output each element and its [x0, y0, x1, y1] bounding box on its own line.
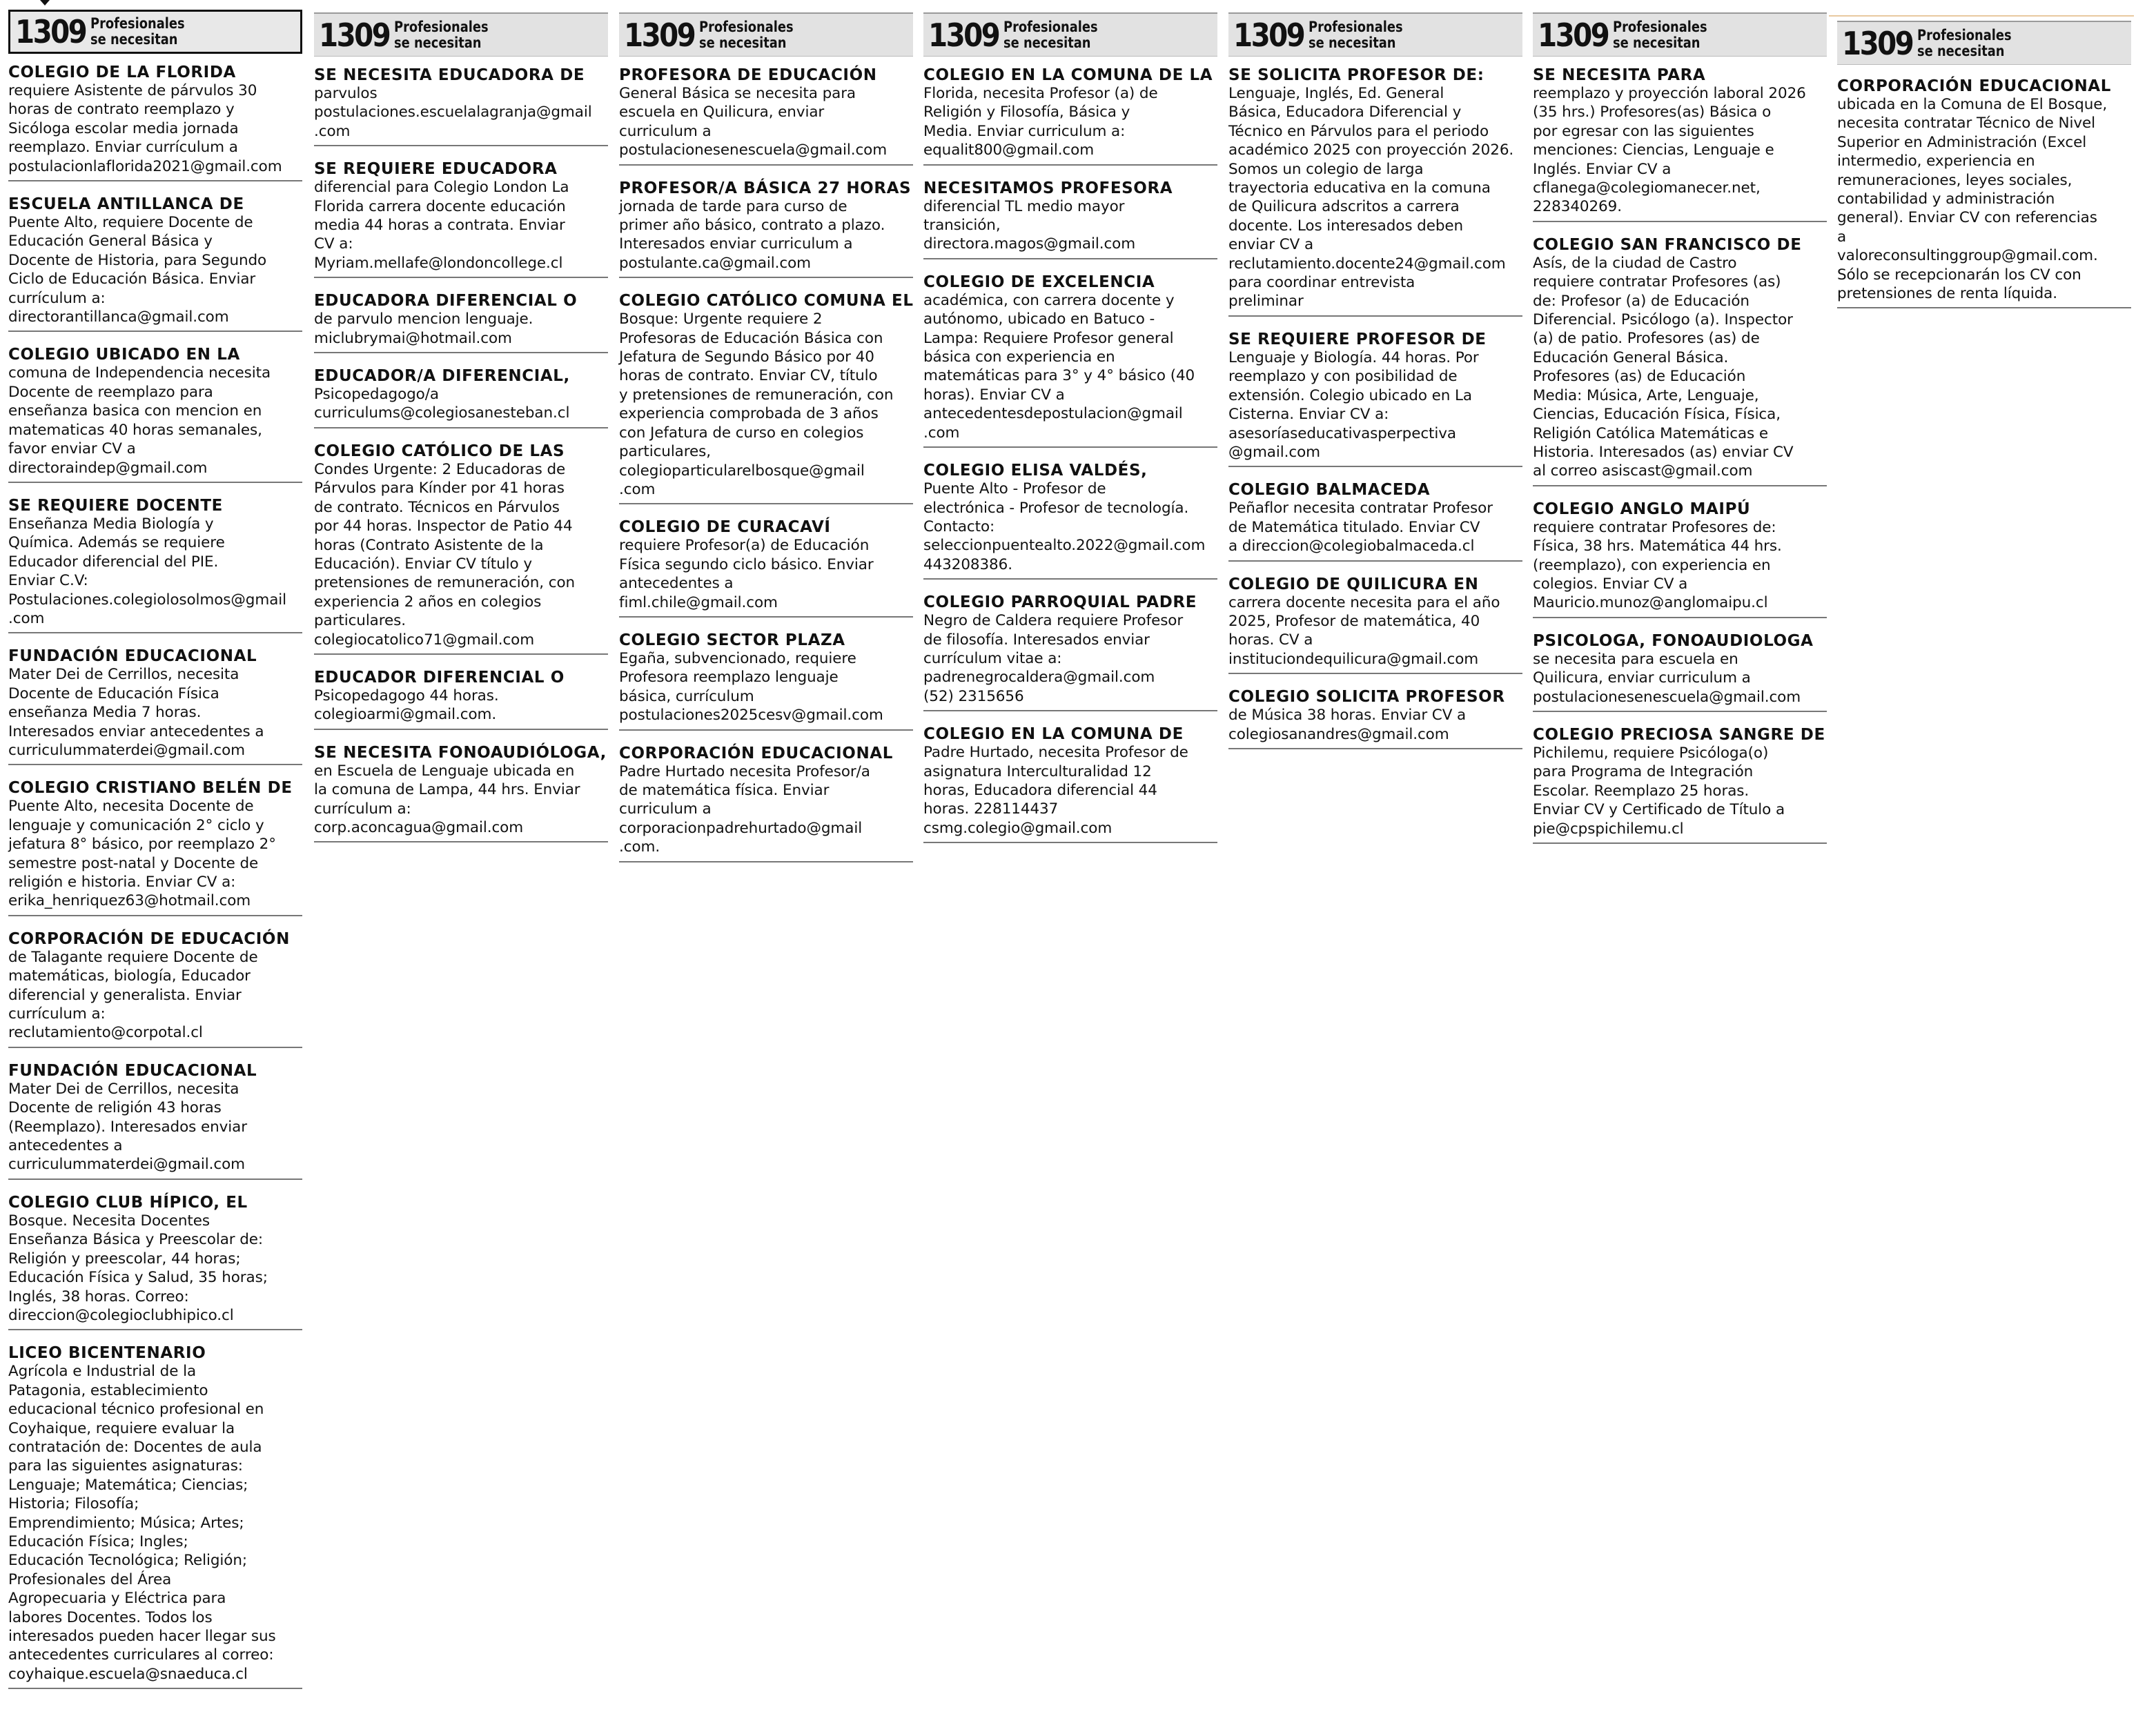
classified-ad	[619, 292, 913, 504]
classified-ad	[923, 179, 1217, 259]
section-label-line2: se necesitan	[394, 34, 482, 51]
ad-body: Padre Hurtado necesita Profesor/a de matemática física. Enviar curriculum a corporacionpadrehurtado@gmail .com.	[619, 762, 870, 856]
ad-body: Psicopedagogo/a curriculums@colegiosanesteban.cl	[314, 386, 570, 422]
classified-ad	[1228, 66, 1522, 317]
ad-body: de parvulo mencion lenguaje. miclubrymai@hotmail.com	[314, 310, 533, 347]
top-rule	[1829, 15, 2134, 17]
corner-marker	[40, 0, 50, 6]
ad-title: COLEGIO EN LA COMUNA DE LA	[923, 66, 1213, 84]
ad-body: ubicada en la Comuna de El Bosque, necesita contratar Técnico de Nivel Superior en Administración (Excel intermedio, experiencia en remuneraciones, leyes sociales, contabilidad y administración general). Enviar CV con referencias a valoreconsultinggroup@gmail.com. Sólo se recepcionarán los CV con pretensiones de renta líquida.	[1837, 96, 2108, 303]
section-header	[8, 10, 302, 54]
section-label-line1: Profesionales	[1309, 18, 1403, 35]
classified-ad	[8, 1194, 302, 1330]
classified-ad	[314, 160, 608, 278]
ad-title: SE NECESITA FONOAUDIÓLOGA,	[314, 743, 607, 762]
ad-title: FUNDACIÓN EDUCACIONAL	[8, 1061, 257, 1080]
ad-title: FUNDACIÓN EDUCACIONAL	[8, 647, 257, 666]
ad-body: reemplazo y proyección laboral 2026 (35 hrs.) Profesores(as) Básica o por egresar con las siguientes menciones: Ciencias, Lenguaje e Inglés. Enviar CV a cflanega@colegiomanecer.net, 228340269.	[1533, 85, 1806, 216]
ad-body: Puente Alto, requiere Docente de Educación General Básica y Docente de Historia, para Segundo Ciclo de Educación Básica. Enviar currículum a: directorantillanca@gmail.com	[8, 214, 267, 326]
section-number: 1309	[928, 16, 999, 54]
ad-title: ESCUELA ANTILLANCA DE	[8, 195, 244, 214]
ad-body: Psicopedagogo 44 horas. colegioarmi@gmail.com.	[314, 687, 499, 724]
ad-title: COLEGIO PARROQUIAL PADRE	[923, 593, 1197, 612]
ad-title: COLEGIO CATÓLICO COMUNA EL	[619, 292, 914, 310]
section-label-line1: Profesionales	[394, 18, 489, 35]
classified-ad	[1228, 481, 1522, 561]
ad-body: de Talagante requiere Docente de matemáticas, biología, Educador diferencial y generalista. Enviar currículum a: reclutamiento@corpotal.cl	[8, 948, 258, 1042]
classified-ad	[619, 631, 913, 731]
ad-title: COLEGIO DE CURACAVÍ	[619, 518, 831, 537]
ad-body: Padre Hurtado, necesita Profesor de asignatura Interculturalidad 12 horas, Educadora diferencial 44 horas. 228114437 csmg.colegio@gmail.com	[923, 744, 1188, 837]
section-header	[923, 12, 1217, 57]
ad-title: COLEGIO PRECIOSA SANGRE DE	[1533, 725, 1825, 744]
section-label	[699, 19, 794, 51]
classified-ad	[314, 292, 608, 353]
section-number: 1309	[15, 13, 86, 50]
section-label-line1: Profesionales	[1613, 18, 1707, 35]
classified-ad	[619, 744, 913, 862]
section-label-line2: se necesitan	[699, 34, 787, 51]
section-header	[619, 12, 913, 57]
section-number: 1309	[1842, 24, 1913, 62]
classified-ad	[923, 273, 1217, 448]
ad-title: SE REQUIERE PROFESOR DE	[1228, 330, 1487, 348]
ad-body: parvulos postulaciones.escuelalagranja@gmail .com	[314, 85, 592, 140]
section-header	[314, 12, 608, 57]
ad-title: COLEGIO DE EXCELENCIA	[923, 273, 1155, 291]
section-header	[1837, 21, 2131, 65]
classified-ad	[8, 346, 302, 482]
ad-title: COLEGIO SAN FRANCISCO DE	[1533, 235, 1802, 254]
ad-title: COLEGIO CRISTIANO BELÉN DE	[8, 779, 293, 798]
section-label-line2: se necesitan	[1917, 42, 2005, 59]
classified-ad	[1533, 500, 1827, 618]
classified-ad	[8, 195, 302, 332]
ad-title: COLEGIO SOLICITA PROFESOR	[1228, 688, 1505, 707]
ad-title: COLEGIO ANGLO MAIPÚ	[1533, 500, 1751, 518]
classified-ad	[1533, 632, 1827, 712]
ad-title: PSICOLOGA, FONOAUDIOLOGA	[1533, 631, 1814, 650]
section-label-line2: se necesitan	[1003, 34, 1091, 51]
section-label	[90, 16, 185, 48]
classified-ad	[1837, 77, 2131, 308]
ad-body: Bosque. Necesita Docentes Enseñanza Básica y Preescolar de: Religión y preescolar, 44 horas; Educación Física y Salud, 35 horas; Inglés, 38 horas. Correo: direccion@colegioclubhipico.cl	[8, 1212, 268, 1324]
ad-body: requiere Asistente de párvulos 30 horas de contrato reemplazo y Sicóloga escolar media jornada reemplazo. Enviar currículum a postulacionlaflorida2021@gmail.com	[8, 82, 282, 175]
section-label-line2: se necesitan	[1613, 34, 1701, 51]
ad-body: en Escuela de Lenguaje ubicada en la comuna de Lampa, 44 hrs. Enviar currículum a: corp.aconcagua@gmail.com	[314, 762, 580, 836]
ad-body: comuna de Independencia necesita Docente de reemplazo para enseñanza basica con mencion en matematicas 40 horas semanales, favor enviar CV a directoraindep@gmail.com	[8, 364, 271, 477]
classified-ad	[314, 66, 608, 146]
ad-title: SE REQUIERE DOCENTE	[8, 496, 223, 515]
classified-ad	[8, 63, 302, 181]
ad-body: Condes Urgente: 2 Educadoras de Párvulos para Kínder por 41 horas de contrato. Técnicos en Párvulos por 44 horas. Inspector de Patio 44 horas (Contrato Asistente de la Educación). Enviar CV título y pretensiones de remuneración, con experiencia 2 años en colegios particulares. colegiocatolico71@gmail.com	[314, 460, 576, 649]
classified-ad	[8, 1062, 302, 1180]
classified-ad	[314, 744, 608, 843]
ad-title: COLEGIO DE LA FLORIDA	[8, 63, 236, 81]
ad-title: EDUCADOR DIFERENCIAL O	[314, 668, 565, 687]
classified-ad	[314, 669, 608, 730]
section-header	[1228, 12, 1522, 57]
ad-title: SE NECESITA EDUCADORA DE	[314, 66, 585, 84]
ad-title: PROFESOR/A BÁSICA 27 HORAS	[619, 179, 912, 197]
classified-column	[1228, 12, 1522, 749]
ad-body: Egaña, subvencionado, requiere Profesora reemplazo lenguaje básica, currículum postulaciones2025cesv@gmail.com	[619, 649, 883, 724]
ad-body: jornada de tarde para curso de primer año básico, contrato a plazo. Interesados enviar curriculum a postulante.ca@gmail.com	[619, 197, 885, 272]
classified-column	[619, 12, 913, 862]
classified-ad	[1533, 726, 1827, 844]
ad-body: Lenguaje, Inglés, Ed. General Básica, Educadora Diferencial y Técnico en Párvulos para el periodo académico 2025 con proyección 2026. Somos un colegio de larga trayectoria educativa en la comuna de Quilicura adscritos a carrera docente. Los interesados deben enviar CV a reclutamiento.docente24@gmail.com para coordinar entrevista preliminar	[1228, 85, 1514, 310]
ad-title: PROFESORA DE EDUCACIÓN	[619, 66, 877, 84]
classified-ad	[923, 725, 1217, 843]
ad-title: CORPORACIÓN EDUCACIONAL	[619, 744, 893, 762]
ad-title: COLEGIO SECTOR PLAZA	[619, 631, 845, 649]
classified-ad	[619, 518, 913, 618]
section-header	[1533, 12, 1827, 57]
ad-body: Peñaflor necesita contratar Profesor de Matemática titulado. Enviar CV a direccion@colegiobalmaceda.cl	[1228, 500, 1493, 555]
ad-body: diferencial para Colegio London La Florida carrera docente educación media 44 horas a contrata. Enviar CV a: Myriam.mellafe@londoncollege.cl	[314, 179, 569, 272]
ad-body: diferencial TL medio mayor transición, directora.magos@gmail.com	[923, 197, 1136, 253]
ad-title: EDUCADOR/A DIFERENCIAL,	[314, 367, 570, 386]
section-label	[1309, 19, 1403, 51]
ad-title: COLEGIO DE QUILICURA EN	[1228, 575, 1479, 593]
section-number: 1309	[319, 16, 390, 54]
ad-title: CORPORACIÓN EDUCACIONAL	[1837, 77, 2111, 95]
ad-title: NECESITAMOS PROFESORA	[923, 179, 1173, 197]
classified-ad	[1533, 236, 1827, 486]
ad-title: CORPORACIÓN DE EDUCACIÓN	[8, 929, 290, 948]
ad-body: Mater Dei de Cerrillos, necesita Docente de Educación Física enseñanza Media 7 horas. Interesados enviar antecedentes a curriculummaterdei@gmail.com	[8, 666, 264, 759]
section-label-line1: Profesionales	[1003, 18, 1098, 35]
ad-title: COLEGIO EN LA COMUNA DE	[923, 725, 1184, 744]
ad-body: Bosque: Urgente requiere 2 Profesoras de Educación Básica con Jefatura de Segundo Básico por 40 horas de contrato. Enviar CV, título y pretensiones de remuneración, con experiencia comprobada de 3 años con Jefatura de curso en colegios particulares, colegioparticularelbosque@gmail .com	[619, 310, 894, 498]
section-label-line1: Profesionales	[699, 18, 794, 35]
ad-body: requiere contratar Profesores de: Física, 38 hrs. Matemática 44 hrs. (reemplazo), con experiencia en colegios. Enviar CV a Mauricio.munoz@anglomaipu.cl	[1533, 518, 1782, 612]
ad-title: COLEGIO ELISA VALDÉS,	[923, 462, 1148, 480]
section-label-line1: Profesionales	[1917, 26, 2012, 43]
section-label	[1003, 19, 1098, 51]
section-label	[1917, 28, 2012, 59]
classified-ad	[619, 66, 913, 166]
classified-ad	[1228, 688, 1522, 749]
classified-ad	[8, 779, 302, 916]
ad-body: Mater Dei de Cerrillos, necesita Docente de religión 43 horas (Reemplazo). Interesados enviar antecedentes a curriculummaterdei@gmail.com	[8, 1080, 247, 1174]
classified-ad	[619, 179, 913, 279]
classified-column	[1533, 12, 1827, 844]
ad-body: carrera docente necesita para el año 2025, Profesor de matemática, 40 horas. CV a instituciondequilicura@gmail.com	[1228, 593, 1500, 668]
ad-title: LICEO BICENTENARIO	[8, 1344, 206, 1363]
ad-body: General Básica se necesita para escuela en Quilicura, enviar curriculum a postulacionesenescuela@gmail.com	[619, 85, 888, 159]
section-number: 1309	[1233, 16, 1304, 54]
ad-title: SE NECESITA PARA	[1533, 66, 1706, 84]
ad-title: COLEGIO BALMACEDA	[1228, 481, 1431, 500]
classified-ad	[8, 1344, 302, 1689]
classified-ad	[923, 593, 1217, 711]
ad-body: Lenguaje y Biología. 44 horas. Por reemplazo y con posibilidad de extensión. Colegio ubicado en La Cisterna. Enviar CV a: asesoríaseducativasperpectiva @gmail.com	[1228, 348, 1479, 461]
classified-column	[314, 12, 608, 842]
classified-ad	[8, 647, 302, 765]
ad-body: Enseñanza Media Biología y Química. Además se requiere Educador diferencial del PIE. Enviar C.V: Postulaciones.colegiolosolmos@gmail .com	[8, 515, 287, 627]
classified-column	[923, 12, 1217, 843]
ad-title: SE REQUIERE EDUCADORA	[314, 160, 558, 179]
ad-body: Negro de Caldera requiere Profesor de filosofía. Interesados enviar currículum vitae a: padrenegrocaldera@gmail.com (52) 2315656	[923, 612, 1184, 705]
ad-body: Puente Alto, necesita Docente de lenguaje y comunicación 2° ciclo y jefatura 8° básico, por reemplazo 2° semestre post-natal y Docente de religión e historia. Enviar CV a: erika_henriquez63@hotmail.com	[8, 798, 276, 910]
ad-title: COLEGIO CLUB HÍPICO, EL	[8, 1193, 248, 1212]
section-label	[394, 19, 489, 51]
classified-ad	[8, 930, 302, 1048]
section-number: 1309	[624, 16, 695, 54]
classified-ad	[1228, 331, 1522, 467]
ad-title: COLEGIO CATÓLICO DE LAS	[314, 442, 565, 460]
section-label-line2: se necesitan	[1309, 34, 1396, 51]
ad-body: Puente Alto - Profesor de electrónica - Profesor de tecnología. Contacto: seleccionpuentealto.2022@gmail.com 443208386.	[923, 480, 1206, 573]
classified-ad	[314, 367, 608, 428]
classified-ad	[1533, 66, 1827, 222]
ad-body: Agrícola e Industrial de la Patagonia, establecimiento educacional técnico profesional en Coyhaique, requiere evaluar la contratación de: Docentes de aula para las siguientes asignaturas: Lenguaje; Matemática; Ciencias; Historia; Filosofía; Emprendimiento; Música; Artes; Educación Física; Ingles; Educación Tecnológica; Religión; Profesionales del Área Agropecuaria y Eléctrica para labores Docentes. Todos los interesados pueden hacer llegar sus antecedentes curriculares al correo: coyhaique.escuela@snaeduca.cl	[8, 1363, 276, 1683]
ad-body: académica, con carrera docente y autónomo, ubicado en Batuco - Lampa: Requiere Profesor general básica con experiencia en matemáticas para 3° y 4° básico (40 horas). Enviar CV a antecedentesdepostulacion@gmail .com	[923, 291, 1195, 442]
section-label	[1613, 19, 1707, 51]
classified-column	[1837, 21, 2131, 308]
section-label-line1: Profesionales	[90, 15, 185, 32]
ad-body: Florida, necesita Profesor (a) de Religión y Filosofía, Básica y Media. Enviar curriculum a: equalit800@gmail.com	[923, 85, 1158, 159]
ad-body: de Música 38 horas. Enviar CV a colegiosanandres@gmail.com	[1228, 707, 1467, 743]
section-label-line2: se necesitan	[90, 31, 178, 48]
ad-body: Asís, de la ciudad de Castro requiere contratar Profesores (as) de: Profesor (a) de Educación Diferencial. Psicólogo (a). Inspector (a) de patio. Profesores (as) de Educación General Básica. Profesores (as) de Educación Media: Música, Arte, Lenguaje, Ciencias, Educación Física, Física, Religión Católica Matemáticas e Historia. Interesados (as) enviar CV al correo asiscast@gmail.com	[1533, 254, 1794, 480]
section-number: 1309	[1538, 16, 1609, 54]
classified-ad	[923, 66, 1217, 166]
ad-title: COLEGIO UBICADO EN LA	[8, 346, 240, 364]
ad-title: EDUCADORA DIFERENCIAL O	[314, 292, 578, 310]
ad-body: se necesita para escuela en Quilicura, enviar curriculum a postulacionesenescuela@gmail.com	[1533, 650, 1801, 706]
classified-ad	[1228, 575, 1522, 675]
classified-column	[8, 10, 302, 1689]
classified-ad	[314, 442, 608, 655]
ad-body: requiere Profesor(a) de Educación Física segundo ciclo básico. Enviar antecedentes a fiml.chile@gmail.com	[619, 537, 874, 611]
ad-body: Pichilemu, requiere Psicóloga(o) para Programa de Integración Escolar. Reemplazo 25 horas. Enviar CV y Certificado de Título a pie@cpspichilemu.cl	[1533, 744, 1785, 838]
ad-title: SE SOLICITA PROFESOR DE:	[1228, 66, 1484, 84]
classified-ad	[8, 497, 302, 633]
classified-ad	[923, 462, 1217, 580]
